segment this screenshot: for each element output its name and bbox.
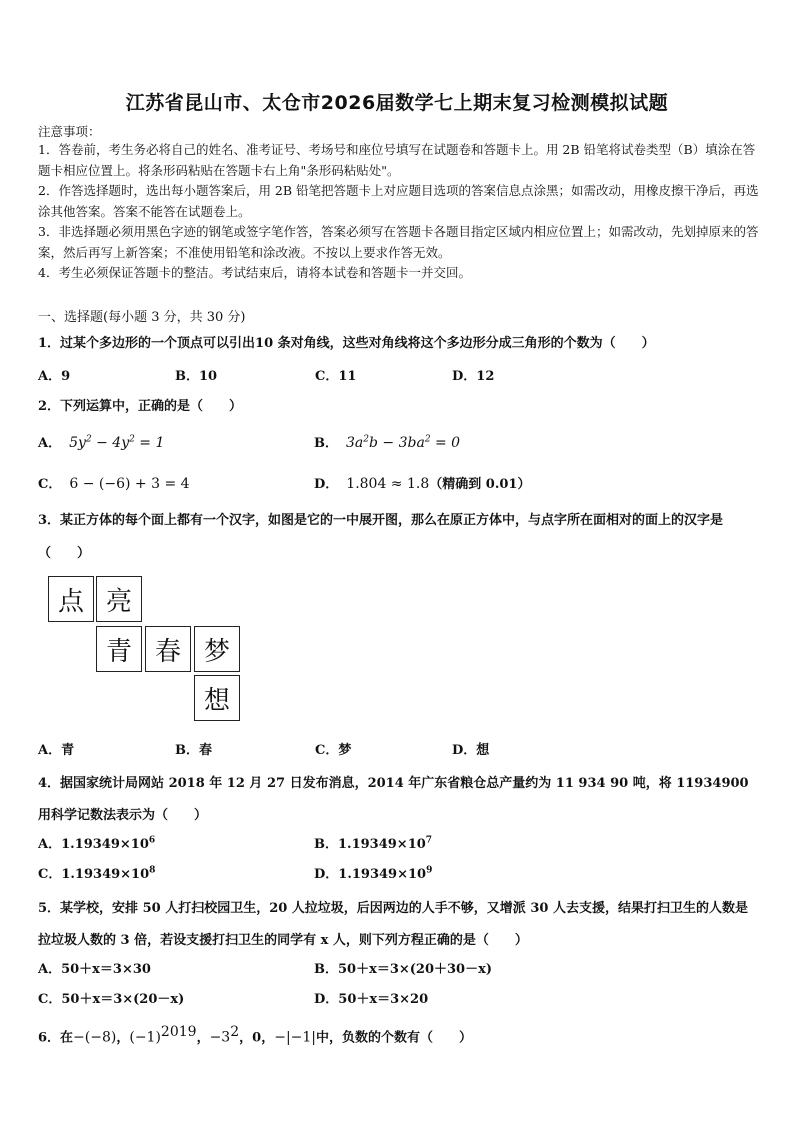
q1-option-d: D．12 — [452, 369, 495, 384]
q1-option-a: A．9 — [38, 369, 71, 384]
q5-option-c: C．50＋x＝3×(20－x) — [38, 992, 185, 1007]
q2-option-c — [38, 473, 190, 492]
section-title: 一、选择题(每小题 3 分，共 30 分) — [38, 310, 246, 325]
q2-option-b-label: B． — [314, 436, 338, 451]
notice-item-4: 4．考生必须保证答题卡的整洁。考试结束后，请将本试卷和答题卡一并交回。 — [38, 265, 471, 280]
notice-heading: 注意事项： — [38, 124, 101, 139]
q2a-term1: 5y — [69, 435, 86, 451]
notice-item-1: 1．答卷前，考生务必将自己的姓名、准考证号、考场号和座位号填写在试题卷和答题卡上。用 2B 铅笔将试卷类型（B）填涂在答题卡相应位置上。将条形码粘贴在答题卡右上角"条形码粘贴处"。 — [38, 142, 756, 178]
q2-option-d-note: （精确到 0.01） — [429, 477, 531, 492]
q6-term-2-exp: 2019 — [160, 1024, 197, 1040]
q2b-result: = 0 — [430, 435, 461, 451]
q4-option-b — [314, 833, 432, 852]
q2-option-b-expr — [346, 435, 460, 451]
question-3-stem: 3．某正方体的每个面上都有一个汉字，如图是它的一中展开图，那么在原正方体中，与点字所在面相对的面上的汉字是（ ） — [38, 513, 724, 561]
q3-option-a: A．青 — [38, 743, 75, 758]
q1-option-b: B．10 — [175, 369, 218, 384]
q2b-exp1: 2 — [363, 434, 369, 445]
q6-term-3: −3 — [209, 1029, 231, 1046]
page-title: 江苏省昆山市、太仓市2026届数学七上期末复习检测模拟试题 — [125, 92, 669, 114]
q6-sep-1: ， — [116, 1030, 130, 1046]
q4d-base: 1.19349×10 — [338, 867, 427, 882]
q3-option-c: C．梦 — [315, 743, 352, 758]
net-face-chun: 春 — [145, 626, 191, 672]
net-face-liang: 亮 — [96, 576, 142, 622]
q6-term-2: (−1) — [129, 1029, 161, 1046]
net-face-xiang: 想 — [194, 675, 240, 721]
question-2-stem: 2．下列运算中，正确的是（ ） — [38, 399, 243, 414]
q6-term-1: −(−8) — [73, 1029, 117, 1046]
q5-option-a: A．50＋x＝3×30 — [38, 962, 151, 977]
q2a-result: = 1 — [134, 435, 165, 451]
notice-item-3: 3．非选择题必须用黑色字迹的钢笔或签字笔作答，答案必须写在答题卡各题目指定区域内相应位置上；如需改动，先划掉原来的答案，然后再写上新答案；不准使用铅笔和涂改液。不按以上要求作答无效。 — [38, 224, 759, 260]
q2-option-c-expr: 6 − (−6) + 3 = 4 — [69, 476, 190, 492]
q2-option-d-label: D． — [314, 477, 339, 492]
q2b-exp2: 2 — [424, 434, 431, 445]
q2-option-a — [38, 432, 164, 451]
q4c-label: C． — [38, 867, 62, 882]
q5-option-b: B．50＋x＝3×(20＋30－x) — [314, 962, 493, 977]
q6-term-3-exp: 2 — [230, 1024, 240, 1040]
cube-net-figure — [48, 576, 248, 724]
q4-option-d — [314, 863, 432, 882]
q6-pre: 6．在 — [38, 1030, 74, 1046]
q2-option-d-expr: 1.804 ≈ 1.8 — [346, 476, 430, 492]
notice-item-2: 2．作答选择题时，选出每小题答案后，用 2B 铅笔把答题卡上对应题目选项的答案信息点涂黑；如需改动，用橡皮擦干净后，再选涂其他答案。答案不能答在试题卷上。 — [38, 183, 759, 219]
q4b-base: 1.19349×10 — [338, 837, 426, 852]
net-face-meng: 梦 — [194, 626, 240, 672]
q4c-base: 1.19349×10 — [61, 867, 150, 882]
q4a-label: A． — [38, 837, 62, 852]
q6-post: 中，负数的个数有（ ） — [316, 1030, 473, 1046]
question-4-stem: 4．据国家统计局网站 2018 年 12 月 27 日发布消息，2014 年广东省粮仓总产量约为 11 934 90 吨，将 11934900 用科学记数法表示为（ ） — [38, 776, 749, 823]
q6-term-5: −|−1| — [274, 1029, 317, 1046]
q2a-exp2: 2 — [129, 434, 135, 445]
q4b-label: B． — [314, 837, 338, 852]
q6-term-4: 0 — [252, 1030, 262, 1046]
q5-option-d: D．50＋x＝3×20 — [314, 992, 429, 1007]
q2b-term1: 3a — [346, 435, 364, 451]
net-face-dian: 点 — [48, 576, 94, 622]
q2a-term2: − 4y — [91, 435, 130, 451]
q4a-exp: 6 — [148, 835, 156, 846]
question-6-stem — [38, 1024, 472, 1045]
q2-option-a-expr — [69, 435, 164, 451]
q4-option-a — [38, 833, 155, 852]
q2-option-d — [314, 473, 530, 492]
q3-option-b: B．春 — [175, 743, 212, 758]
q6-sep-4: ， — [261, 1030, 275, 1046]
q4a-base: 1.19349×10 — [61, 837, 149, 852]
q6-sep-3: ， — [239, 1030, 253, 1046]
q2a-exp1: 2 — [85, 434, 92, 445]
question-5-stem: 5．某学校，安排 50 人打扫校园卫生，20 人拉垃圾，后因两边的人手不够，又增派 30 人去支援，结果打扫卫生的人数是拉垃圾人数的 3 倍，若设支援打扫卫生的同学有 x 人，则下列方程正确的是（ ） — [38, 901, 748, 948]
q4-option-c — [38, 863, 155, 882]
q4d-exp: 9 — [426, 865, 433, 876]
q3-option-d: D．想 — [452, 743, 490, 758]
question-1-stem: 1．过某个多边形的一个顶点可以引出10 条对角线，这些对角线将这个多边形分成三角形的个数为（ ） — [38, 336, 655, 351]
q4d-label: D． — [314, 867, 339, 882]
q6-sep-2: ， — [196, 1030, 210, 1046]
q2-option-a-label: A． — [38, 436, 62, 451]
q2-option-c-label: C． — [38, 477, 62, 492]
q4c-exp: 8 — [149, 865, 156, 876]
q2b-term2: b − 3ba — [369, 435, 425, 451]
q2-option-b — [314, 432, 460, 451]
q4b-exp: 7 — [425, 835, 433, 846]
net-face-qing: 青 — [96, 626, 142, 672]
q1-option-c: C．11 — [315, 369, 357, 384]
